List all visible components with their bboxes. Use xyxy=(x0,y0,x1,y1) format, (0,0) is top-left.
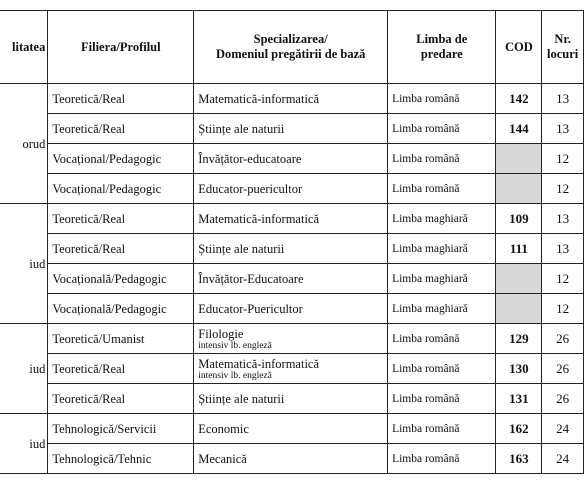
table-row xyxy=(0,84,584,114)
table-row xyxy=(0,294,584,324)
specializare-text: Matematică-informatică xyxy=(198,211,320,226)
limba-cell: Limba română xyxy=(388,384,496,414)
limba-cell: Limba română xyxy=(388,174,496,204)
limba-cell: Limba română xyxy=(388,324,496,354)
limba-cell: Limba maghiară xyxy=(388,264,496,294)
limba-cell: Limba română xyxy=(388,414,496,444)
specializare-text: Educator-puericultor xyxy=(198,181,303,196)
locality-cell xyxy=(0,324,48,414)
filiera-cell: Tehnologică/Servicii xyxy=(48,414,194,444)
filiera-cell: Teoretică/Real xyxy=(48,234,194,264)
specializare-text: Filologie xyxy=(198,326,244,341)
specializare-note: intensiv lb. engleză xyxy=(198,340,272,351)
specializare-cell xyxy=(194,204,388,234)
nr-locuri-cell: 26 xyxy=(542,384,584,414)
cod-cell: 163 xyxy=(496,444,542,474)
table-row xyxy=(0,114,584,144)
table-row xyxy=(0,174,584,204)
cod-cell: 129 xyxy=(496,324,542,354)
cod-cell xyxy=(496,294,542,324)
header-nr-line1: Nr. xyxy=(554,32,571,46)
locality-cell xyxy=(0,84,48,204)
limba-cell: Limba română xyxy=(388,114,496,144)
header-localitatea: litatea xyxy=(0,11,48,84)
specializare-note: intensiv lb. engleză xyxy=(198,370,272,381)
header-spec-line1: Specializarea/ xyxy=(253,32,328,46)
nr-locuri-cell: 13 xyxy=(542,234,584,264)
header-cod: COD xyxy=(496,11,542,84)
table-row xyxy=(0,234,584,264)
filiera-cell: Teoretică/Real xyxy=(48,384,194,414)
filiera-cell: Teoretică/Real xyxy=(48,114,194,144)
locality-label: iud xyxy=(29,436,46,451)
header-limba-line1: Limba de xyxy=(416,32,468,46)
limba-cell: Limba română xyxy=(388,84,496,114)
header-limba-line2: predare xyxy=(420,47,463,61)
limba-cell: Limba maghiară xyxy=(388,204,496,234)
specializare-cell xyxy=(194,414,388,444)
locality-label: iud xyxy=(29,361,46,376)
locality-cell xyxy=(0,204,48,324)
cod-cell: 144 xyxy=(496,114,542,144)
filiera-cell: Teoretică/Real xyxy=(48,84,194,114)
table-wrapper xyxy=(0,10,584,474)
filiera-cell: Teoretică/Umanist xyxy=(48,324,194,354)
specializare-text: Mecanică xyxy=(198,451,247,466)
limba-cell: Limba maghiară xyxy=(388,294,496,324)
header-filiera: Filiera/Profilul xyxy=(48,11,194,84)
cod-cell: 162 xyxy=(496,414,542,444)
specializare-text: Matematică-informatică xyxy=(198,356,320,371)
nr-locuri-cell: 12 xyxy=(542,144,584,174)
header-specializarea xyxy=(194,11,388,84)
table-row xyxy=(0,324,584,354)
specializare-text: Științe ale naturii xyxy=(198,241,285,256)
nr-locuri-cell: 13 xyxy=(542,84,584,114)
cod-cell: 131 xyxy=(496,384,542,414)
header-limba xyxy=(388,11,496,84)
locality-cell xyxy=(0,414,48,474)
limba-cell: Limba română xyxy=(388,144,496,174)
filiera-cell: Teoretică/Real xyxy=(48,204,194,234)
specializare-cell xyxy=(194,174,388,204)
specializare-cell xyxy=(194,114,388,144)
locality-label: orud xyxy=(22,136,46,151)
filiera-cell: Vocațională/Pedagogic xyxy=(48,294,194,324)
specializare-text: Educator-Puericultor xyxy=(198,301,303,316)
table-body xyxy=(0,84,584,474)
table-row xyxy=(0,204,584,234)
cod-cell xyxy=(496,264,542,294)
filiera-cell: Vocațională/Pedagogic xyxy=(48,264,194,294)
nr-locuri-cell: 13 xyxy=(542,114,584,144)
nr-locuri-cell: 12 xyxy=(542,264,584,294)
table-row xyxy=(0,144,584,174)
header-row xyxy=(0,11,584,84)
specializare-text: Științe ale naturii xyxy=(198,391,285,406)
admission-table xyxy=(0,10,584,474)
specializare-cell xyxy=(194,444,388,474)
table-row xyxy=(0,354,584,384)
specializare-text: Matematică-informatică xyxy=(198,91,320,106)
cod-cell xyxy=(496,174,542,204)
specializare-cell xyxy=(194,354,388,384)
header-nr xyxy=(542,11,584,84)
cod-cell xyxy=(496,144,542,174)
table-row xyxy=(0,444,584,474)
specializare-text: Economic xyxy=(198,421,249,436)
specializare-text: Învățător-Educatoare xyxy=(198,271,304,286)
filiera-cell: Vocațional/Pedagogic xyxy=(48,174,194,204)
specializare-cell xyxy=(194,234,388,264)
cod-cell: 109 xyxy=(496,204,542,234)
nr-locuri-cell: 24 xyxy=(542,444,584,474)
table-row xyxy=(0,384,584,414)
specializare-cell xyxy=(194,294,388,324)
specializare-text: Științe ale naturii xyxy=(198,121,285,136)
cod-cell: 130 xyxy=(496,354,542,384)
filiera-cell: Tehnologică/Tehnic xyxy=(48,444,194,474)
header-nr-line2: locuri xyxy=(547,47,579,61)
nr-locuri-cell: 26 xyxy=(542,324,584,354)
table-row xyxy=(0,264,584,294)
specializare-cell xyxy=(194,144,388,174)
limba-cell: Limba română xyxy=(388,354,496,384)
nr-locuri-cell: 24 xyxy=(542,414,584,444)
limba-cell: Limba română xyxy=(388,444,496,474)
nr-locuri-cell: 13 xyxy=(542,204,584,234)
nr-locuri-cell: 12 xyxy=(542,294,584,324)
specializare-cell xyxy=(194,384,388,414)
specializare-cell xyxy=(194,264,388,294)
nr-locuri-cell: 12 xyxy=(542,174,584,204)
specializare-cell xyxy=(194,84,388,114)
table-row xyxy=(0,414,584,444)
header-spec-line2: Domeniul pregătirii de bază xyxy=(215,47,366,61)
nr-locuri-cell: 26 xyxy=(542,354,584,384)
cod-cell: 142 xyxy=(496,84,542,114)
specializare-cell xyxy=(194,324,388,354)
cod-cell: 111 xyxy=(496,234,542,264)
filiera-cell: Vocațional/Pedagogic xyxy=(48,144,194,174)
filiera-cell: Teoretică/Real xyxy=(48,354,194,384)
specializare-text: Învățător-educatoare xyxy=(198,151,302,166)
limba-cell: Limba maghiară xyxy=(388,234,496,264)
locality-label: iud xyxy=(29,256,46,271)
